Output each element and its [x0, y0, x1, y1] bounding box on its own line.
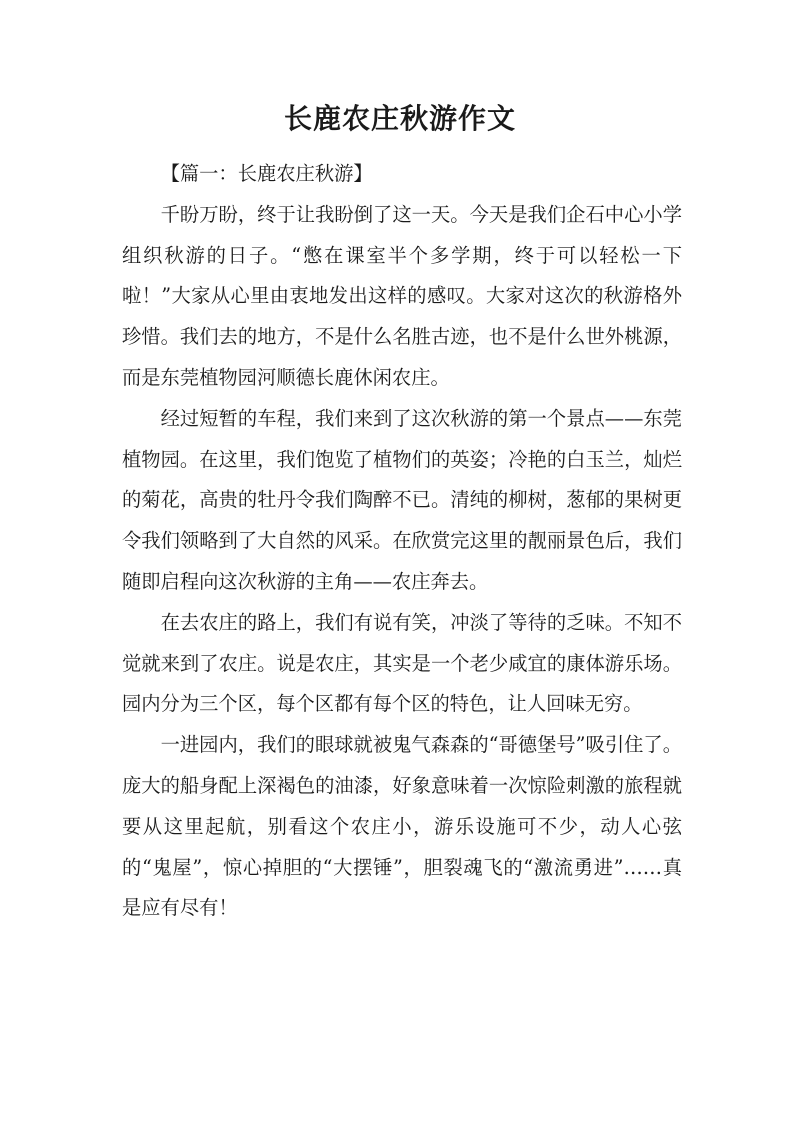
paragraph-3: 在去农庄的路上，我们有说有笑，冲淡了等待的乏味。不知不觉就来到了农庄。说是农庄，其实是一个老少咸宜的康体游乐场。园内分为三个区，每个区都有每个区的特色，让人回味无穷。 [122, 610, 682, 716]
paragraph-1: 千盼万盼，终于让我盼倒了这一天。今天是我们企石中心小学组织秋游的日子。“憋在课室半个多学期，终于可以轻松一下啦！”大家从心里由衷地发出这样的感叹。大家对这次的秋游格外珍惜。我们去的地方，不是什么名胜古迹，也不是什么世外桃源，而是东莞植物园河顺德长鹿休闲农庄。 [122, 202, 682, 389]
document-body [122, 154, 682, 929]
paragraph-2: 经过短暂的车程，我们来到了这次秋游的第一个景点——东莞植物园。在这里，我们饱览了植物们的英姿；冷艳的白玉兰，灿烂的菊花，高贵的牡丹令我们陶醉不已。清纯的柳树，葱郁的果树更令我们领略到了大自然的风采。在欣赏完这里的靓丽景色后，我们随即启程向这次秋游的主角——农庄奔去。 [122, 406, 682, 593]
document-title: 长鹿农庄秋游作文 [283, 102, 516, 135]
paragraph-4: 一进园内，我们的眼球就被鬼气森森的“哥德堡号”吸引住了。庞大的船身配上深褐色的油漆，好象意味着一次惊险刺激的旅程就要从这里起航，别看这个农庄小，游乐设施可不少，动人心弦的“鬼屋”，惊心掉胆的“大摆锤”，胆裂魂飞的“激流勇进”……真是应有尽有！ [122, 733, 682, 920]
section-heading: 【篇一：长鹿农庄秋游】 [160, 162, 373, 185]
